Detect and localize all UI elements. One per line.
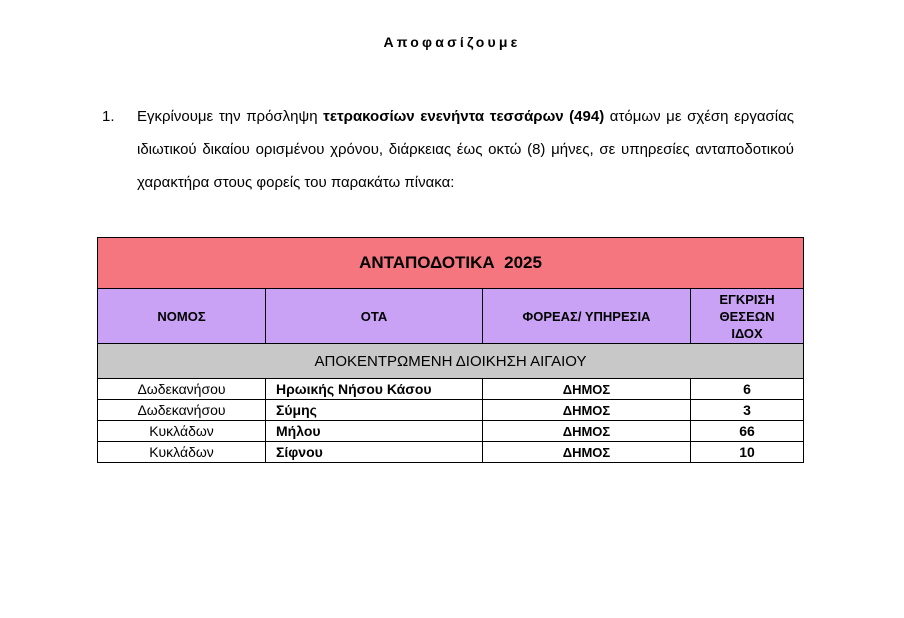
cell-theseis: 3 (691, 400, 804, 421)
table-row (98, 400, 804, 421)
cell-nomos: Δωδεκανήσου (98, 400, 266, 421)
header-theseis (691, 289, 804, 344)
cell-ota: Μήλου (266, 421, 483, 442)
cell-foreas: ΔΗΜΟΣ (483, 442, 691, 463)
cell-ota: Ηρωικής Νήσου Κάσου (266, 379, 483, 400)
decision-heading: Αποφασίζουμε (383, 34, 521, 50)
header-theseis-line3: ΙΔΟΧ (731, 325, 763, 341)
cell-nomos: Δωδεκανήσου (98, 379, 266, 400)
table-header-row (98, 289, 804, 344)
cell-theseis: 66 (691, 421, 804, 442)
table-row (98, 421, 804, 442)
cell-theseis: 6 (691, 379, 804, 400)
header-foreas: ΦΟΡΕΑΣ/ ΥΠΗΡΕΣΙΑ (483, 289, 691, 344)
paragraph-text-after: ατόμων με σχέση εργασίας ιδιωτικού δικαίου ορισμένου χρόνου, διάρκειας έως οκτώ (8) μήνες, σε υπηρεσίες ανταποδοτικού χαρακτήρα στους φορείς του παρακάτω πίνακα: (137, 108, 794, 191)
table-title-row (98, 238, 804, 289)
paragraph-bold-text: τετρακοσίων ενενήντα τεσσάρων (494) (323, 108, 605, 125)
header-theseis-line1: ΕΓΚΡΙΣΗ (719, 291, 775, 307)
cell-ota: Σύμης (266, 400, 483, 421)
cell-nomos: Κυκλάδων (98, 442, 266, 463)
region-row (98, 344, 804, 379)
header-nomos: ΝΟΜΟΣ (98, 289, 266, 344)
positions-table (97, 237, 804, 463)
cell-theseis: 10 (691, 442, 804, 463)
cell-foreas: ΔΗΜΟΣ (483, 421, 691, 442)
cell-nomos: Κυκλάδων (98, 421, 266, 442)
paragraph-text (137, 100, 794, 199)
header-ota: ΟΤΑ (266, 289, 483, 344)
header-theseis-line2: ΘΕΣΕΩΝ (719, 308, 775, 324)
decision-paragraph (102, 100, 794, 199)
cell-foreas: ΔΗΜΟΣ (483, 400, 691, 421)
region-label: ΑΠΟΚΕΝΤΡΩΜΕΝΗ ΔΙΟΙΚΗΣΗ ΑΙΓΑΙΟΥ (98, 344, 804, 379)
paragraph-number: 1. (102, 108, 115, 125)
table-row (98, 442, 804, 463)
cell-ota: Σίφνου (266, 442, 483, 463)
table-title: ΑΝΤΑΠΟΔΟΤΙΚΑ 2025 (98, 238, 804, 289)
cell-foreas: ΔΗΜΟΣ (483, 379, 691, 400)
paragraph-text-before: Εγκρίνουμε την πρόσληψη (137, 108, 324, 125)
table-row (98, 379, 804, 400)
